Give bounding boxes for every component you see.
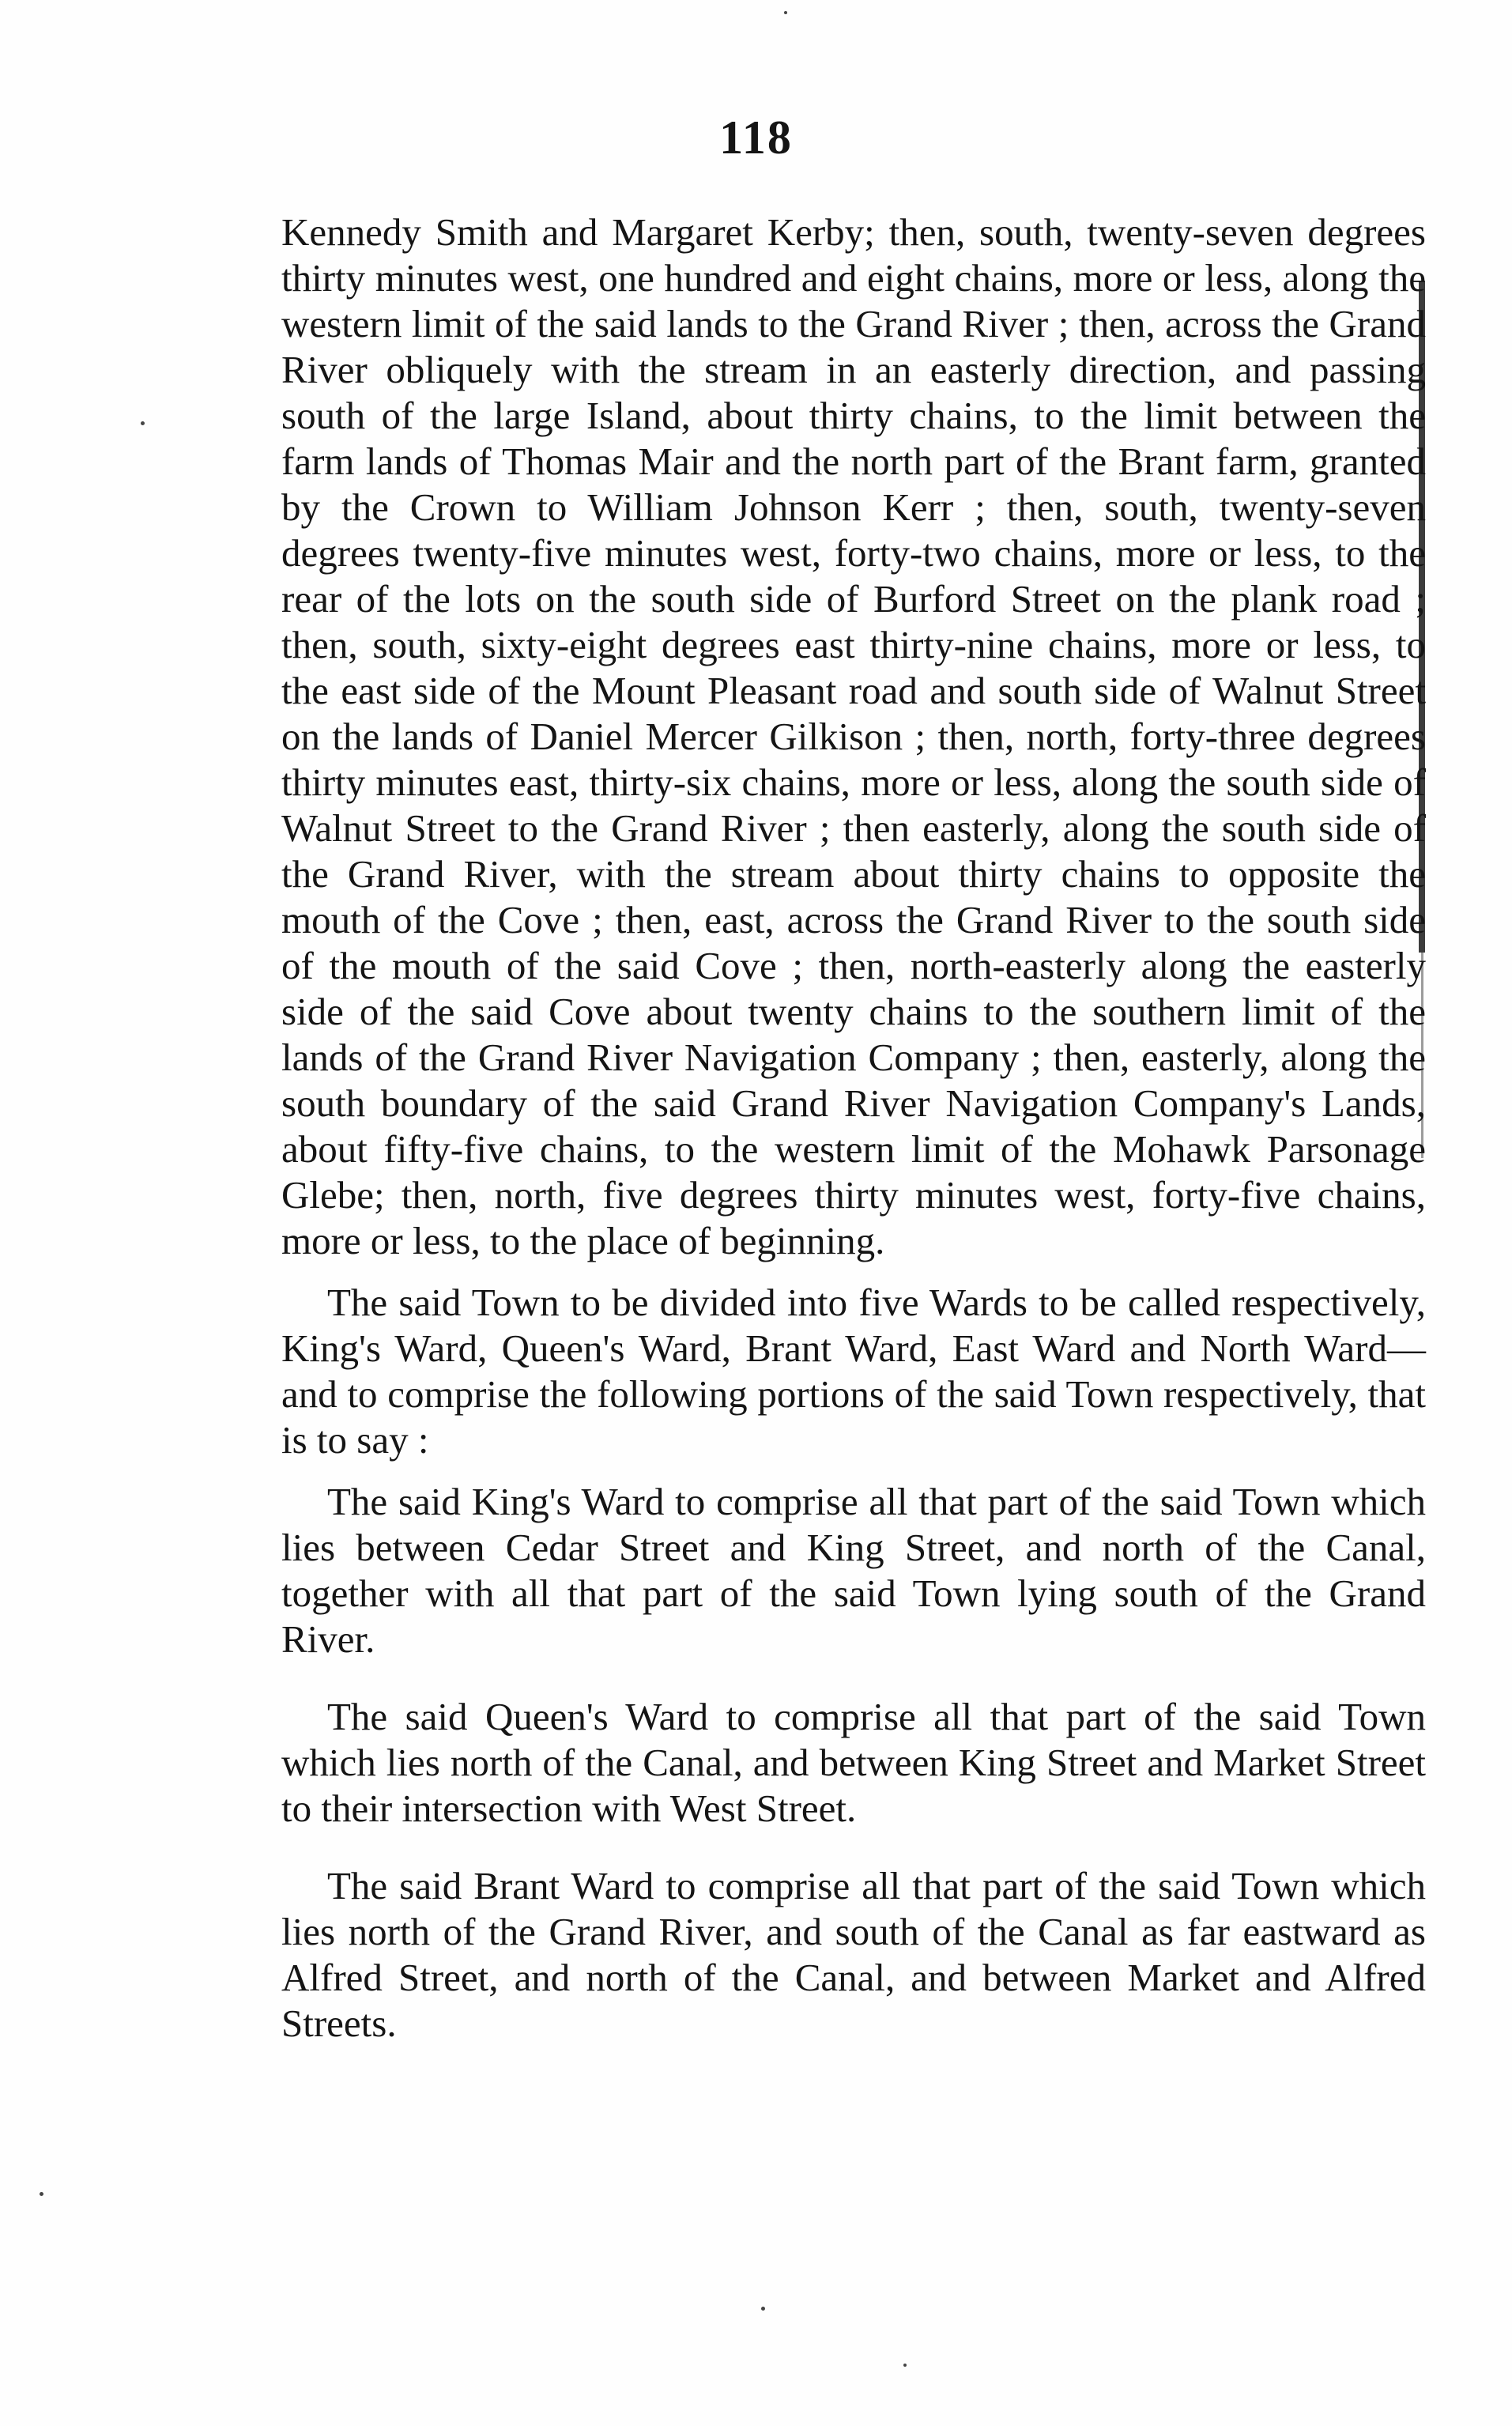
scan-speck bbox=[141, 421, 145, 425]
body-text bbox=[281, 209, 1426, 2047]
paragraph-boundary-description: Kennedy Smith and Margaret Kerby; then, south, twenty-seven degrees thirty minutes west, one hundred and eight chains, more or less, along the western limit of the said lands to the Grand River ; then, across the Grand River obliquely with the stream in an easterly direction, and passing south of the large Island, about thirty chains, to the limit between the farm lands of Thomas Mair and the north part of the Brant farm, granted by the Crown to William Johnson Kerr ; then, south, twenty-seven degrees twenty-five minutes west, forty-two chains, more or less, to the rear of the lots on the south side of Burford Street on the plank road ; then, south, sixty-eight degrees east thirty-nine chains, more or less, to the east side of the Mount Pleasant road and south side of Walnut Street on the lands of Daniel Mercer Gilkison ; then, north, forty-three degrees thirty minutes east, thirty-six chains, more or less, along the south side of Walnut Street to the Grand River ; then easterly, along the south side of the Grand River, with the stream about thirty chains to opposite the mouth of the Cove ; then, east, across the Grand River to the south side of the mouth of the said Cove ; then, north-easterly along the easterly side of the said Cove about twenty chains to the southern limit of the lands of the Grand River Navigation Company ; then, easterly, along the south boundary of the said Grand River Navigation Company's Lands, about fifty-five chains, to the western limit of the Mohawk Parsonage Glebe; then, north, five degrees thirty minutes west, forty-five chains, more or less, to the place of beginning. bbox=[281, 210, 1426, 1262]
scan-speck bbox=[903, 2364, 907, 2367]
scan-speck bbox=[784, 11, 787, 14]
paragraph-wards-division: The said Town to be divided into five Wards to be called respectively, King's Ward, Queen's Ward, Brant Ward, East Ward and North Ward—and to comprise the following portions of the said Town respectively, that is to say : bbox=[281, 1281, 1426, 1462]
paragraph-kings-ward: The said King's Ward to comprise all that part of the said Town which lies between Cedar Street and King Street, and north of the Canal, together with all that part of the said Town lying south of the Grand River. bbox=[281, 1480, 1426, 1661]
scan-speck bbox=[40, 2192, 43, 2196]
scan-speck bbox=[761, 2307, 765, 2311]
paragraph-brant-ward: The said Brant Ward to comprise all that part of the said Town which lies north of the Grand River, and south of the Canal as far eastward as Alfred Street, and north of the Canal, and between Market and Alfred Streets. bbox=[281, 1864, 1426, 2045]
page-number: 118 bbox=[719, 111, 793, 164]
paragraph-queens-ward: The said Queen's Ward to comprise all that part of the said Town which lies north of the Canal, and between King Street and Market Street to their intersection with West Street. bbox=[281, 1695, 1426, 1830]
